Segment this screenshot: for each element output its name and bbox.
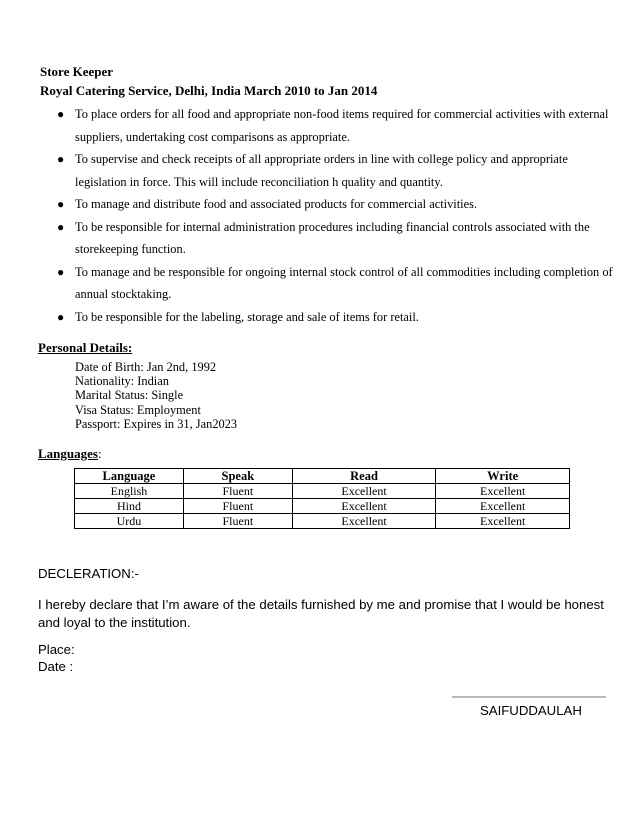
duty-text: To manage and distribute food and associated products for commercial activities. [75,197,478,211]
table-cell: Fluent [183,514,292,529]
bullet-icon: ● [57,107,65,121]
marital-status: Marital Status: Single [75,388,184,403]
date-of-birth: Date of Birth: Jan 2nd, 1992 [75,360,217,374]
duty-text: To manage and be responsible for ongoing internal stock control of all commodities including completion of annual stocktaking. [75,264,613,301]
table-cell: Hind [75,499,184,514]
table-row [75,484,570,499]
declaration-text: I hereby declare that I’m aware of the details furnished by me and promise that I would be honest and loyal to the institution. [38,597,604,630]
personal-details [75,360,237,431]
place-date-block [38,641,75,675]
column-header: Write [436,469,570,484]
date-label: Date : [38,659,74,674]
signature-line [452,696,606,698]
table-row [75,499,570,514]
list-item [55,103,615,148]
languages-heading-wrap [38,446,102,462]
languages-table [74,468,570,529]
bullet-icon: ● [57,219,65,234]
employer-line: Royal Catering Service, Delhi, India March 2010 to Jan 2014 [40,83,378,98]
table-cell: Excellent [436,484,570,499]
list-item [55,148,615,193]
duty-text: To place orders for all food and appropriate non-food items required for commercial activities with external suppliers, undertaking cost comparisons as appropriate. [75,107,609,144]
bullet-icon: ● [57,197,65,211]
declaration-heading: DECLERATION:- [38,566,139,581]
table-cell: Fluent [183,499,292,514]
table-cell: Excellent [436,499,570,514]
table-cell: Excellent [436,514,570,529]
table-cell: Urdu [75,514,184,529]
table-cell: Excellent [292,514,436,529]
visa-status: Visa Status: Employment [75,402,201,417]
languages-heading-colon: : [97,446,102,461]
nationality: Nationality: Indian [75,374,169,389]
column-header: Language [75,469,184,484]
personal-details-heading: Personal Details: [38,340,133,355]
table-cell: English [75,484,184,499]
list-item [55,193,615,216]
table-row [75,514,570,529]
column-header: Speak [183,469,292,484]
place-label: Place: [38,642,75,657]
passport: Passport: Expires in 31, Jan2023 [75,416,238,431]
bullet-icon: ● [57,264,65,279]
duty-text: To supervise and check receipts of all appropriate orders in line with college policy and appropriate legislation in force. This will include reconciliation h quality and quantity. [75,152,568,189]
table-cell: Excellent [292,484,436,499]
list-item [55,306,615,329]
table-cell: Excellent [292,499,436,514]
bullet-icon: ● [57,309,65,324]
table-header-row [75,469,570,484]
table-cell: Fluent [183,484,292,499]
list-item [55,216,615,261]
column-header: Read [292,469,436,484]
bullet-icon: ● [57,152,65,166]
languages-heading: Languages [38,446,98,461]
duty-text: To be responsible for the labeling, storage and sale of items for retail. [75,309,419,324]
duties-list [55,103,615,328]
duty-text: To be responsible for internal administration procedures including financial controls associated with the storekeeping function. [75,219,590,256]
job-title: Store Keeper [40,64,114,79]
signature-name: SAIFUDDAULAH [480,703,582,718]
list-item [55,261,615,306]
